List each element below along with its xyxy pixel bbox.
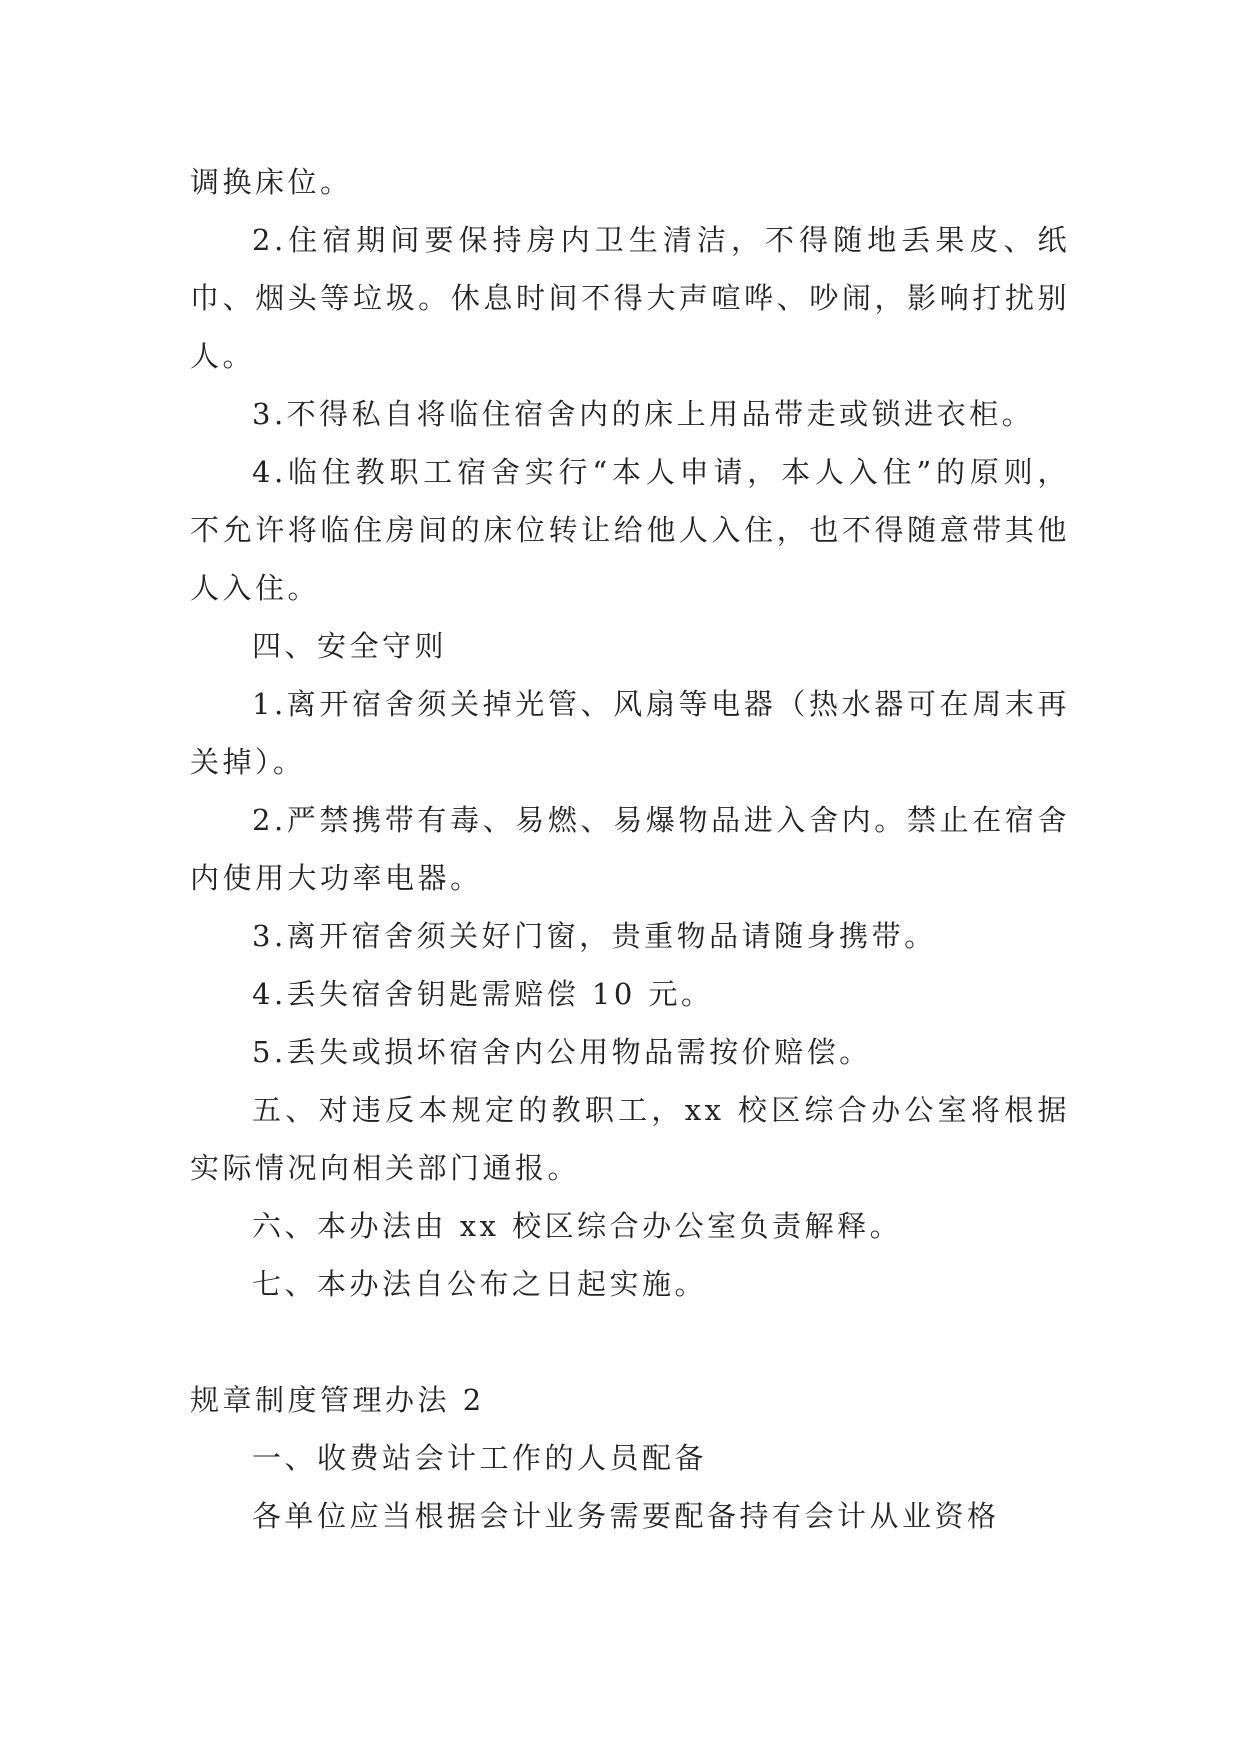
paragraph-safety-3: 3.离开宿舍须关好门窗，贵重物品请随身携带。 [252,919,937,953]
section-spacer [190,1313,1070,1371]
section-2-title: 规章制度管理办法 2 [190,1383,485,1417]
paragraph-violation: 五、对违反本规定的教职工，xx 校区综合办公室将根据实际情况向相关部门通报。 [190,1093,1070,1185]
paragraph-effective-date: 七、本办法自公布之日起实施。 [252,1267,708,1301]
paragraph-occupancy-rule: 4.临住教职工宿舍实行“本人申请，本人入住”的原则，不允许将临住房间的床位转让给他人入住，也不得随意带其他人入住。 [190,455,1070,605]
paragraph-safety-2: 2.严禁携带有毒、易燃、易爆物品进入舍内。禁止在宿舍内使用大功率电器。 [190,803,1070,895]
paragraph-hygiene: 2.住宿期间要保持房内卫生清洁，不得随地丢果皮、纸巾、烟头等垃圾。休息时间不得大声喧哗、吵闹，影响打扰别人。 [190,223,1070,373]
document-body [190,153,1070,1545]
heading-safety-rules: 四、安全守则 [252,629,448,663]
paragraph-safety-1: 1.离开宿舍须关掉光管、风扇等电器（热水器可在周末再关掉）。 [190,687,1070,779]
paragraph-interpretation: 六、本办法由 xx 校区综合办公室负责解释。 [252,1209,903,1243]
paragraph-safety-5: 5.丢失或损坏宿舍内公用物品需按价赔偿。 [252,1035,872,1069]
section-2-heading: 一、收费站会计工作的人员配备 [252,1441,708,1475]
section-2-paragraph: 各单位应当根据会计业务需要配备持有会计从业资格 [252,1499,1000,1533]
paragraph-bed-change: 调换床位。 [190,165,353,199]
paragraph-safety-4: 4.丢失宿舍钥匙需赔偿 10 元。 [252,977,714,1011]
paragraph-bedding: 3.不得私自将临住宿舍内的床上用品带走或锁进衣柜。 [252,397,1035,431]
